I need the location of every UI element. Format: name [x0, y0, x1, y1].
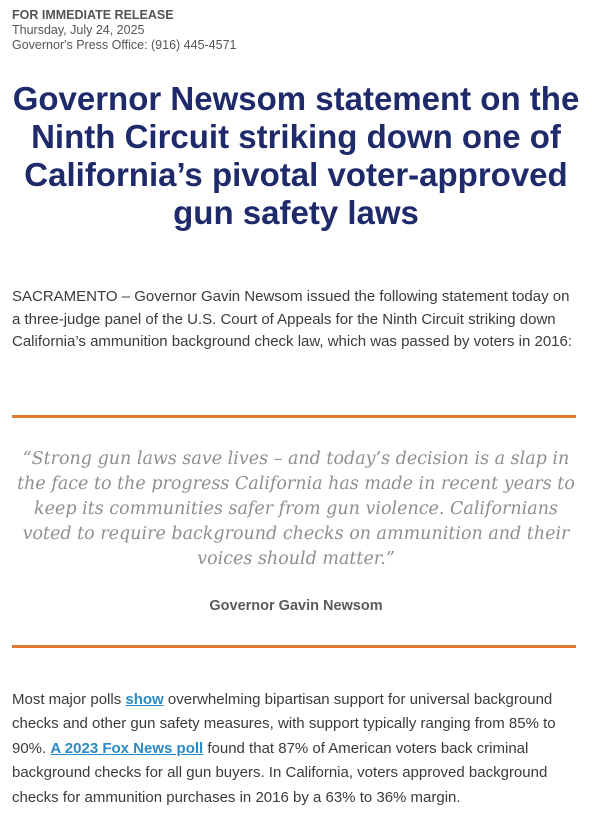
quote-top-divider [12, 415, 576, 418]
fox-news-poll-link[interactable]: A 2023 Fox News poll [50, 739, 204, 757]
body-text-part-2: overwhelming bipartisan support for universal background checks and other gun safety measures, with support typically ranging from 85% to 90%. [12, 691, 556, 757]
polls-show-link[interactable]: show [125, 691, 164, 708]
release-label: FOR IMMEDIATE RELEASE [12, 8, 174, 22]
body-text-part-1: Most major polls [12, 691, 126, 708]
quote-bottom-divider [12, 645, 576, 648]
body-text-part-3: found that 87% of American voters back criminal background checks for all gun buyers. In California, voters approved background checks for ammunition purchases in 2016 by a 63% to 36% margin. [12, 739, 548, 806]
body-paragraph [12, 688, 578, 810]
quote-attribution: Governor Gavin Newsom [209, 598, 383, 614]
press-office-contact: Governor's Press Office: (916) 445-4571 [12, 38, 237, 52]
quote-text: “Strong gun laws save lives – and today’s decision is a slap in the face to the progress California has made in recent years to keep its communities safer from gun violence. Californians voted to require background checks on ammunition and their voices should matter.” [17, 449, 575, 569]
release-header [12, 8, 237, 53]
release-date: Thursday, July 24, 2025 [12, 23, 145, 37]
lead-paragraph: SACRAMENTO – Governor Gavin Newsom issued the following statement today on a three-judge panel of the U.S. Court of Appeals for the Ninth Circuit striking down California’s ammunition background check law, which was passed by voters in 2016: [12, 288, 573, 350]
page-title: Governor Newsom statement on the Ninth Circuit striking down one of California’s pivotal voter-approved gun safety laws [12, 80, 580, 231]
